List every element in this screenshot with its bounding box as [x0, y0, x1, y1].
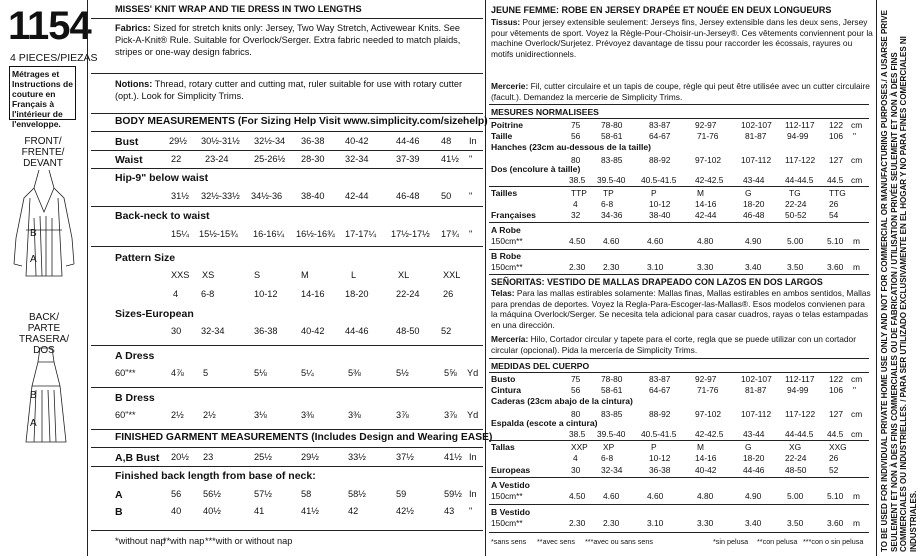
hip-label: Hip-9" below waist: [115, 172, 209, 184]
usage-restriction-notice: TO BE USED FOR INDIVIDUAL PRIVATE HOME USE ONLY AND NOT FOR COMMERCIAL OR MANUFACTURING PURPOSES./ A USARSE PRIVE SEULEMENT ET NON À DES FINS COMMERCIALES OU DE FABRICATION / UTILISATION PRIVÉE SEULEMENT ET NON À DES FINS COMMERCIALES OU INDUSTRIELLES. / PARA SER UTILIZADO EXCLUSIVAMENTE EN EL HOGAR Y NO PARA FINES COMERCIALES NI INDUSTRIALES.: [880, 10, 918, 552]
pieces-count: 4 PIECES/PIEZAS: [10, 52, 98, 64]
divider: [485, 0, 486, 556]
spanish-notions: Mercería: Hilo, Cortador circular y tapete para el corte, regla que se puede utilizar con un cortador circular (opcional). Pida la mercería de Simplicity Trims.: [491, 334, 856, 355]
fr-dos-label: Dos (encolure à taille): [491, 164, 581, 174]
french-measurements-header: MESURES NORMALISEES: [491, 107, 599, 117]
b-dress-label: B Dress: [115, 392, 155, 404]
divider: [87, 0, 88, 556]
front-label: FRONT/ FRENTE/ DEVANT: [21, 136, 65, 169]
finished-measurements-header: FINISHED GARMENT MEASUREMENTS (Includes Design and Wearing EASE): [115, 432, 493, 443]
french-fabrics: Tissus: Pour jersey extensible seulement: Jerseys fins, Jersey extensible dans les deux sens, Jersey pour vêtements de sport. Voyez la Règle-Pour-Choisir-un-Jersey®. Ces vêtements conviennent pour la machine Overlock/Surjetez. Prévoyez davantage de tissu pour raccorder les écossais, rayures ou motifs unidirectionnels.: [491, 17, 873, 59]
es-espalda-label: Espalda (escote a cintura): [491, 418, 598, 428]
back-label: BACK/ PARTE TRASERA/ DOS: [18, 312, 69, 356]
fr-b-robe-label: B Robe: [491, 251, 522, 261]
view-a-marker-front: A: [30, 254, 37, 265]
a-dress-label: A Dress: [115, 350, 155, 362]
notions-text: Notions: Thread, rotary cutter and cutting mat, ruler suitable for use with rotary cutter (opt.). Look for Simplicity Trims.: [115, 79, 463, 101]
sizes-european-label: Sizes-European: [115, 308, 194, 320]
view-a-marker-back: A: [30, 418, 37, 429]
english-panel: MISSES' KNIT WRAP AND TIE DRESS IN TWO LENGTHS Fabrics: Sized for stretch knits only: Jersey, Two Way Stretch, Activewear Knits. See Pick-A-Knit® Rule. Suitable for Overlock/Serger. Extra fabric needed to match plaids, stripes or one-way design fabrics. Notions: Thread, rotary cutter and cutting mat, ruler suitable for use with rotary cutter (opt.). Look for Simplicity Trims. BODY MEASUREMENTS (For Sizing Help Visit www.simplicity.com/sizehelp) Bust 29½ 30½-31½ 32½-34 36-38 40-42 44-46 48 In Waist 22 23-24 25-26½ 28-30 32-34 37-39 41½ " Hip-9" below waist 31½ 32½-33½ 34½-36 38-40 42-44 46-48 50 " Back-neck to waist 15¼ 15½-15¾ 16-16¼ 16½-16¾ 17-17¼ 17½-17½ 17¾ " Pattern Size XXS XS S M L XL XXL 4 6-8 10-12 14-16 18-20 22-24 26 Sizes-European 30 32-34 36-38 40-42 44-46 48-50 52 A Dress 60"** 4⅞ 5 5⅛ 5¼ 5⅜ 5½ 5⅝ Yd B Dress 60"** 2½ 2½ 3⅛ 3⅜ 3⅜ 3⅞ 3⅞ Yd FINISHED GARMENT MEASUREMENTS (Includes Design and Wearing EASE) A,B Bust 20½ 23 25½ 29½ 33½ 37½ 41½ In Finished back length from base of neck: A 56 56½ 57½ 58 58½ 59 59½ In B 40 40½ 41 41½ 42 42½ 43 " *without nap **with nap ***with or without nap: [91, 0, 483, 556]
spanish-title: SEÑORITAS: VESTIDO DE MALLAS DRAPEADO CON LAZOS EN DOS LARGOS: [491, 277, 823, 287]
fr-a-robe-label: A Robe: [491, 225, 521, 235]
pattern-number: 1154: [8, 4, 91, 48]
body-measurements-header: BODY MEASUREMENTS (For Sizing Help Visit www.simplicity.com/sizehelp): [115, 116, 488, 127]
finished-length-label: Finished back length from base of neck:: [115, 470, 316, 482]
french-title: JEUNE FEMME: ROBE EN JERSEY DRAPÉE ET NOUÉE EN DEUX LONGUEURS: [491, 5, 832, 15]
fabrics-text: Fabrics: Sized for stretch knits only: Jersey, Two Way Stretch, Activewear Knits. See Pick-A-Knit® Rule. Suitable for Overlock/Serger. Extra fabric needed to match plaids, stripes or one-way design fabrics.: [115, 23, 461, 57]
view-b-marker-front: B: [30, 228, 37, 239]
title: MISSES' KNIT WRAP AND TIE DRESS IN TWO LENGTHS: [115, 4, 362, 14]
french-spanish-panel: JEUNE FEMME: ROBE EN JERSEY DRAPÉE ET NOUÉE EN DEUX LONGUEURS Tissus: Pour jersey extensible seulement: Jerseys fins, Jersey extensible dans les deux sens, Jersey pour vêtements de sport. Voyez la Règle-Pour-Choisir-un-Jersey®. Ces vêtements conviennent pour la machine Overlock/Surjetez. Prévoyez davantage de tissu pour raccorder les écossais, rayures ou motifs unidirectionnels. Mercerie: Fil, cutter circulaire et un tapis de coupe, règle qui peut être utilisée avec un cutter circulaire (facult.). Demandez la mercerie de Simplicity Trims. MESURES NORMALISEES Poitrine 75 78-80 83-87 92-97 102-107 112-117 122 cm Taille 56 58-61 64-67 71-76 81-87 94-99 106 " Hanches (23cm au-dessous de la taille) 80 83-85 88-92 97-102 107-112 117-122 127 cm Dos (encolure à taille) 38.5 39.5-40 40.5-41.5 42-42.5 43-44 44-44.5 44.5 cm Tailles TTP TP P M G TG TTG 4 6-8 10-12 14-16 18-20 22-24 26 Françaises 32 34-36 38-40 42-44 46-48 50-52 54 A Robe 150cm** 4.50 4.60 4.60 4.80 4.90 5.00 5.10 m B Robe 150cm** 2.30 2.30 3.10 3.30 3.40 3.50 3.60 m SEÑORITAS: VESTIDO DE MALLAS DRAPEADO CON LAZOS EN DOS LARGOS Telas: Para las mallas estirables solamente: Mallas finas, Mallas estirables en ambos sentidos, Mallas para prendas de deportes. Voyez la Regla-Para-Escoger-las-Mallas®. Esos modelos convienen para la máquina Overlock/Serger. Se necesita tela adicional para casar cuadros, rayas o telas estampadas en una dirección. Mercería: Hilo, Cortador circular y tapete para el corte, regla que se puede utilizar con un cortador circular (opcional). Pida la mercería de Simplicity Trims. MEDIDAS DEL CUERPO Busto 75 78-80 83-87 92-97 102-107 112-117 122 cm Cintura 56 58-61 64-67 71-76 81-87 94-99 106 " Caderas (23cm abajo de la cintura) 80 83-85 88-92 97-102 107-112 117-122 127 cm Espalda (escote a cintura) 38.5 39.5-40 40.5-41.5 42-42.5 43-44 44-44.5 44.5 cm Tallas XXP XP P M G XG XXG 4 6-8 10-12 14-16 18-20 22-24 26 Europeas 30 32-34 36-38 40-42 44-46 48-50 52 A Vestido 150cm** 4.50 4.60 4.60 4.80 4.90 5.00 5.10 m B Vestido 150cm** 2.30 2.30 3.10 3.30 3.40 3.50 3.60 m *sans sens **avec sens ***avec ou sans sens *sin pelusa **con pelusa ***con o sin pelusa: [491, 5, 873, 546]
view-b-marker-back: B: [30, 390, 37, 401]
back-neck-label: Back-neck to waist: [115, 210, 210, 222]
spanish-fabrics: Telas: Para las mallas estirables solamente: Mallas finas, Mallas estirables en ambos sentidos, Mallas para prendas de deportes. Voyez la Regla-Para-Escoger-las-Mallas®. Esos modelos convienen para la máquina Overlock/Serger. Se necesita tela adicional para casar cuadros, rayas o telas estampadas en una dirección.: [491, 288, 871, 330]
es-caderas-label: Caderas (23cm abajo de la cintura): [491, 396, 633, 406]
es-b-vestido-label: B Vestido: [491, 507, 531, 517]
fr-hanches-label: Hanches (23cm au-dessous de la taille): [491, 142, 651, 152]
es-a-vestido-label: A Vestido: [491, 480, 530, 490]
french-instructions-note: Métrages et Instructions de couture en Français à l'intérieur de l'enveloppe.: [9, 66, 76, 120]
divider: [876, 0, 877, 556]
front-dress-illustration: [12, 168, 76, 278]
pattern-size-label: Pattern Size: [115, 252, 176, 264]
french-notions: Mercerie: Fil, cutter circulaire et un tapis de coupe, règle qui peut être utilisée avec un cutter circulaire (facult.). Demandez la mercerie de Simplicity Trims.: [491, 81, 870, 102]
spanish-measurements-header: MEDIDAS DEL CUERPO: [491, 361, 590, 371]
